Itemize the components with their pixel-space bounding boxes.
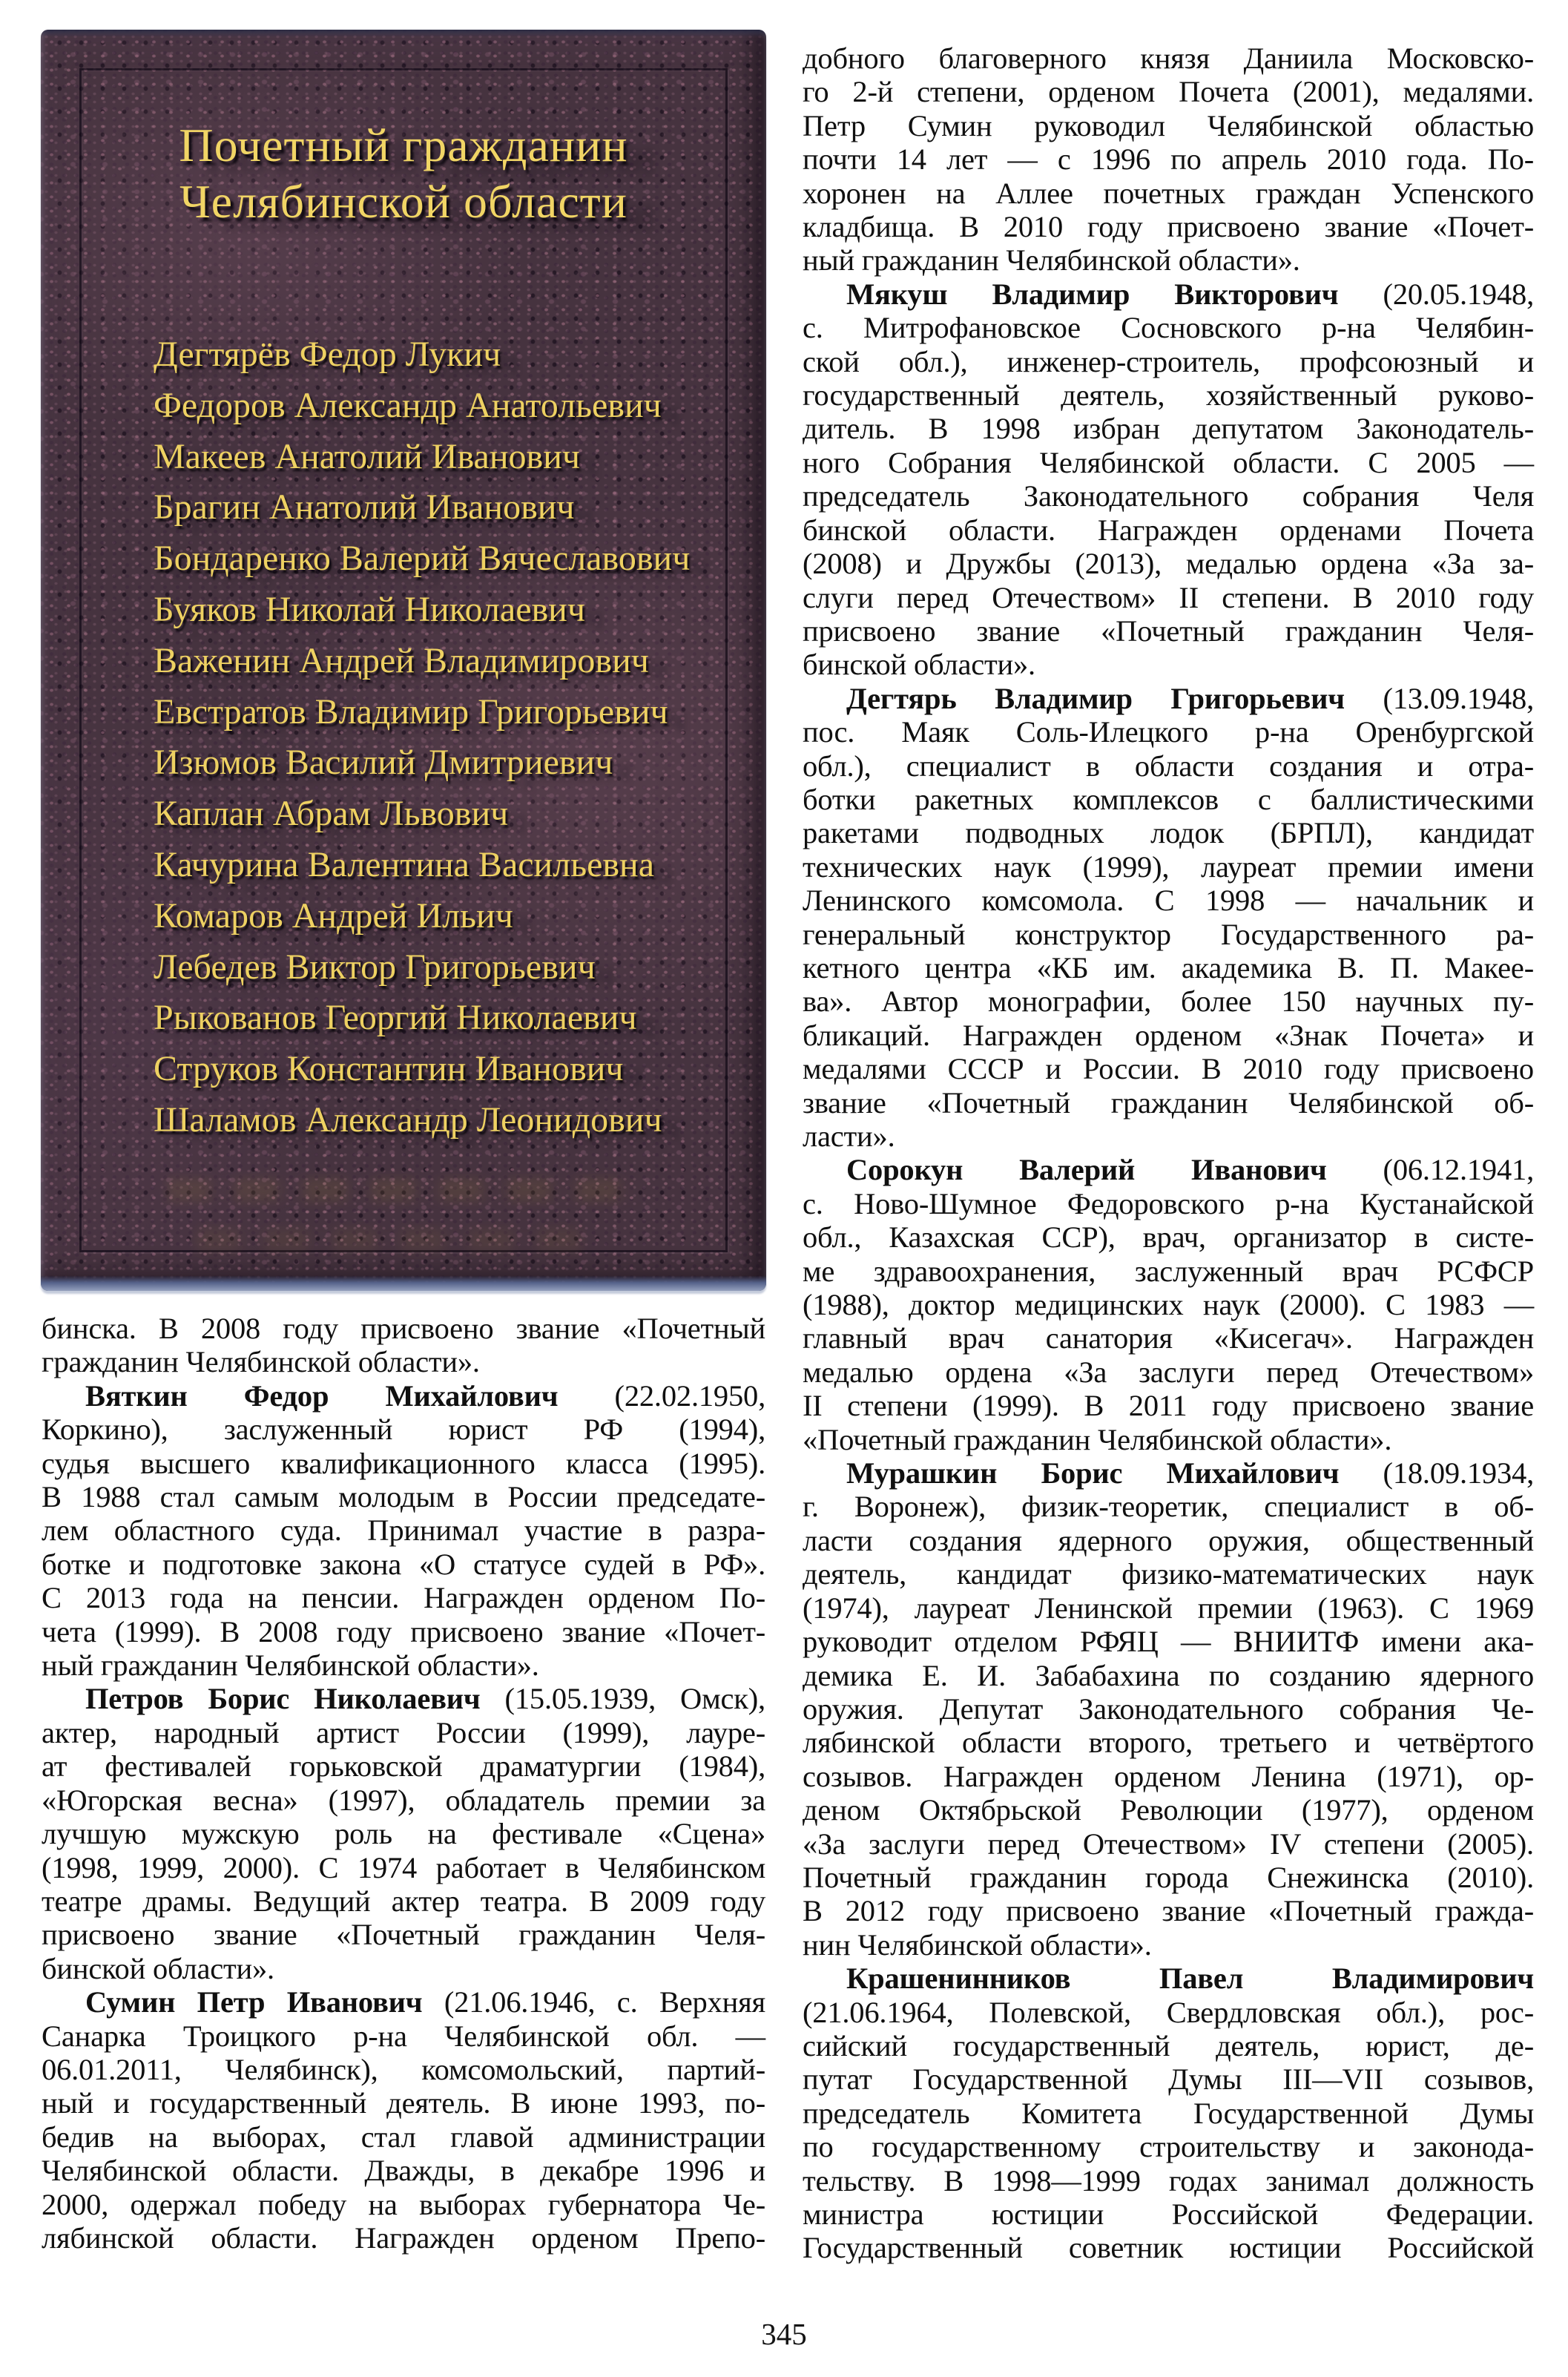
plaque-name-entry: Евстратов Владимир Григорьевич (154, 691, 668, 731)
text-line: звание «Почетный гражданин Челябинской об- (803, 1085, 1534, 1120)
text-line: лябинской области. Награжден орденом Препо- (42, 2220, 765, 2255)
text-line: путат Государственной Думы III—VII созывов, (803, 2062, 1534, 2097)
person-name: Мякуш Владимир Викторович (846, 277, 1339, 311)
plaque-ghost-engraving (197, 1229, 582, 1252)
text-line: нин Челябинской области». (803, 1927, 1152, 1962)
plaque-name-entry: Макеев Анатолий Иванович (154, 436, 581, 476)
person-name: Мурашкин Борис Михайлович (846, 1456, 1340, 1490)
plaque-name-entry: Буяков Николай Николаевич (154, 589, 585, 629)
text-line: Дегтярь Владимир Григорьевич (13.09.1948, (846, 681, 1535, 715)
text-line: II степени (1999). В 2011 году присвоено звание (803, 1389, 1534, 1423)
text-line: (1998, 1999, 2000). С 1974 работает в Челябинском (42, 1850, 765, 1884)
text-line: (1974), лауреат Ленинской премии (1963). С 1969 (803, 1591, 1534, 1625)
text-line: ме здравоохранения, заслуженный врач РСФСР (803, 1254, 1534, 1288)
plaque-title-line: Почетный гражданин (179, 119, 628, 171)
text-line: присвоено звание «Почетный гражданин Челя- (803, 614, 1534, 648)
plaque-name-entry: Струков Константин Иванович (154, 1049, 624, 1089)
text-line: го 2-й степени, орденом Почета (2001), медалями. (803, 75, 1534, 109)
text-line: ат фестивалей горьковской драматургии (1984), (42, 1749, 765, 1783)
text-line: бедив на выборах, стал главой администрации (42, 2120, 765, 2154)
text-line: Коркино), заслуженный юрист РФ (1994), (42, 1413, 765, 1447)
person-name: Сумин Петр Иванович (85, 1985, 423, 2019)
text-line: сийский государственный деятель, юрист, де- (803, 2028, 1534, 2062)
text-line: бинской области. Награжден орденами Почета (803, 513, 1534, 547)
text-line: генеральный конструктор Государственного ра- (803, 917, 1534, 951)
text-line: «Югорская весна» (1997), обладатель премии за (42, 1783, 765, 1817)
text-line: дитель. В 1998 избран депутатом Законодатель- (803, 412, 1534, 446)
text-line: ного Собрания Челябинской области. С 2005 — (803, 445, 1534, 479)
text-line: почти 14 лет — с 1996 по апрель 2010 года. По- (803, 142, 1534, 177)
text-line (803, 1962, 1534, 1995)
plaque-name-entry: Изюмов Василий Дмитриевич (154, 743, 613, 783)
text-line: (2008) и Дружбы (2013), медалью ордена «За за- (803, 547, 1534, 581)
text-line: руководит отделом РФЯЦ — ВНИИТФ имени ака- (803, 1625, 1534, 1659)
text-line: деятель, кандидат физико-математических наук (803, 1557, 1534, 1591)
text-line: ракетами подводных лодок (БРПЛ), кандидат (803, 816, 1534, 850)
text-line: г. Воронеж), физик-теоретик, специалист в об- (803, 1490, 1534, 1524)
text-line: Санарка Троицкого р-на Челябинской обл. — (42, 2019, 765, 2053)
text-line: пос. Маяк Соль-Илецкого р-на Оренбургской (803, 715, 1534, 749)
text-line: ный и государственный деятель. В июне 1993, по- (42, 2086, 765, 2120)
text-line: 06.01.2011, Челябинск), комсомольский, партий- (42, 2052, 765, 2086)
text-line: бинской области». (803, 648, 1035, 682)
text-line: актер, народный артист России (1999), лауре- (42, 1715, 765, 1749)
plaque-ghost-engraving (167, 1178, 642, 1202)
person-name: Крашенинников Павел Владимирович (846, 1962, 1534, 1996)
text-line: по государственному строительству и законода- (803, 2130, 1534, 2164)
person-name: Сорокун Валерий Иванович (846, 1153, 1327, 1187)
plaque-name-entry: Федоров Александр Анатольевич (154, 385, 662, 425)
plaque-name-entry: Качурина Валентина Васильевна (154, 844, 655, 884)
plaque-title (41, 117, 766, 230)
text-line: С 2013 года на пенсии. Награжден орденом По- (42, 1581, 765, 1615)
plaque-name-entry: Рыкованов Георгий Николаевич (154, 998, 637, 1038)
right-text-column (803, 42, 1534, 2265)
person-name: Дегтярь Владимир Григорьевич (846, 681, 1345, 715)
text-line: судья высшего квалификационного класса (1995). (42, 1446, 765, 1480)
text-line: обл.), специалист в области создания и отра- (803, 749, 1534, 783)
plaque-name-entry: Бондаренко Валерий Вячеславович (154, 539, 691, 579)
person-name: Вяткин Федор Михайлович (85, 1378, 559, 1413)
text-line: Петр Сумин руководил Челябинской областью (803, 108, 1534, 142)
text-line: ской обл.), инженер-строитель, профсоюзный и (803, 344, 1534, 378)
text-line: кладбища. В 2010 году присвоено звание «Почет- (803, 210, 1534, 244)
text-line: лябинской области второго, третьего и четвёртого (803, 1726, 1534, 1760)
text-line: главный врач санатория «Кисегач». Награжден (803, 1321, 1534, 1355)
text-line: В 2012 году присвоено звание «Почетный гражда- (803, 1894, 1534, 1928)
text-line: обл., Казахская ССР), врач, организатор в систе- (803, 1220, 1534, 1255)
text-line: Мякуш Владимир Викторович (20.05.1948, (846, 277, 1534, 311)
text-line: ный гражданин Челябинской области». (803, 243, 1300, 277)
text-line: слуги перед Отечеством» II степени. В 2010 году (803, 580, 1534, 614)
text-line: Петров Борис Николаевич (15.05.1939, Омск), (85, 1682, 765, 1716)
text-line: созывов. Награжден орденом Ленина (1971), ор- (803, 1759, 1534, 1793)
text-line: Сорокун Валерий Иванович (06.12.1941, (846, 1153, 1535, 1187)
text-line: бликаций. Награжден орденом «Знак Почета» и (803, 1018, 1534, 1052)
plaque-name-entry: Важенин Андрей Владимирович (154, 640, 649, 680)
person-name: Петров Борис Николаевич (85, 1682, 481, 1716)
left-text-column (42, 1312, 765, 2255)
text-line: Челябинской области. Дважды, в декабре 1996 и (42, 2154, 765, 2188)
text-line: Государственный советник юстиции Российской (803, 2231, 1534, 2265)
text-line: кетного центра «КБ им. академика В. П. Макее- (803, 950, 1534, 984)
plaque-name-entry: Дегтярёв Федор Лукич (154, 335, 501, 374)
text-line: 2000, одержал победу на выборах губернатора Че- (42, 2187, 765, 2221)
text-line: лем областного суда. Принимал участие в разра- (42, 1513, 765, 1548)
text-line: бинска. В 2008 году присвоено звание «Почетный (42, 1312, 765, 1345)
text-line: присвоено звание «Почетный гражданин Челя- (42, 1918, 765, 1952)
text-line: добного благоверного князя Даниила Московско- (803, 42, 1534, 75)
text-line: ласти создания ядерного оружия, общественный (803, 1523, 1534, 1557)
text-line: чета (1999). В 2008 году присвоено звание «Почет- (42, 1614, 765, 1648)
text-line: председатель Комитета Государственной Думы (803, 2096, 1534, 2130)
text-line: ботке и подготовке закона «О статусе судей в РФ». (42, 1547, 765, 1581)
text-line: лучшую мужскую роль на фестивале «Сцена» (42, 1817, 765, 1851)
text-line: Ленинского комсомола. С 1998 — начальник и (803, 884, 1534, 918)
text-line: (21.06.1964, Полевской, Свердловская обл.), рос- (803, 1995, 1534, 2029)
text-line: государственный деятель, хозяйственный руково- (803, 378, 1534, 412)
plaque-name-entry: Шаламов Александр Леонидович (154, 1099, 662, 1140)
plaque-name-entry: Лебедев Виктор Григорьевич (154, 947, 596, 987)
page-number: 345 (761, 2317, 807, 2351)
plaque-name-entry: Каплан Абрам Львович (154, 794, 509, 834)
text-line: ва». Автор монографии, более 150 научных пу- (803, 984, 1534, 1019)
text-line: с. Митрофановское Сосновского р-на Челябин- (803, 311, 1534, 345)
plaque-name-entry: Комаров Андрей Ильич (154, 895, 513, 936)
text-line: тельству. В 1998—1999 годах занимал должность (803, 2163, 1534, 2197)
text-line: Сумин Петр Иванович (21.06.1946, с. Верхняя (85, 1985, 765, 2019)
text-line: председатель Законодательного собрания Челя (803, 479, 1534, 513)
text-line: медалью ордена «За заслуги перед Отечеством» (803, 1355, 1534, 1389)
text-line: театре драмы. Ведущий актер театра. В 2009 году (42, 1884, 765, 1918)
text-line: Мурашкин Борис Михайлович (18.09.1934, (846, 1456, 1534, 1490)
text-line: В 1988 стал самым молодым в России председате- (42, 1480, 765, 1514)
text-line: (1988), доктор медицинских наук (2000). С 1983 — (803, 1288, 1534, 1322)
text-line: технических наук (1999), лауреат премии имени (803, 849, 1534, 884)
text-line: «Почетный гражданин Челябинской области». (803, 1422, 1392, 1456)
memorial-plaque-photo (41, 30, 766, 1291)
text-line: Вяткин Федор Михайлович (22.02.1950, (85, 1378, 766, 1413)
text-line: ботки ракетных комплексов с баллистическими (803, 782, 1534, 816)
plaque-names-list (154, 329, 717, 1146)
text-line: с. Ново-Шумное Федоровского р-на Кустанайской (803, 1186, 1534, 1220)
text-line: деном Октябрьской Революции (1977), орденом (803, 1793, 1534, 1827)
text-line: «За заслуги перед Отечеством» IV степени (2005). (803, 1827, 1534, 1861)
text-line: медалями СССР и России. В 2010 году присвоено (803, 1052, 1534, 1086)
text-line: ный гражданин Челябинской области». (42, 1648, 539, 1683)
text-line: ласти». (803, 1120, 895, 1153)
text-line: хоронен на Аллее почетных граждан Успенского (803, 176, 1534, 210)
text-line: Почетный гражданин города Снежинска (2010). (803, 1860, 1534, 1894)
plaque-title-line: Челябинской области (179, 175, 627, 228)
text-line: министра юстиции Российской Федерации. (803, 2197, 1534, 2231)
text-line: бинской области». (42, 1951, 274, 1985)
text-line: оружия. Депутат Законодательного собрания Че- (803, 1691, 1534, 1726)
plaque-name-entry: Брагин Анатолий Иванович (154, 487, 575, 527)
text-line: демика Е. И. Забабахина по созданию ядерного (803, 1658, 1534, 1692)
text-line: гражданин Челябинской области». (42, 1345, 480, 1379)
